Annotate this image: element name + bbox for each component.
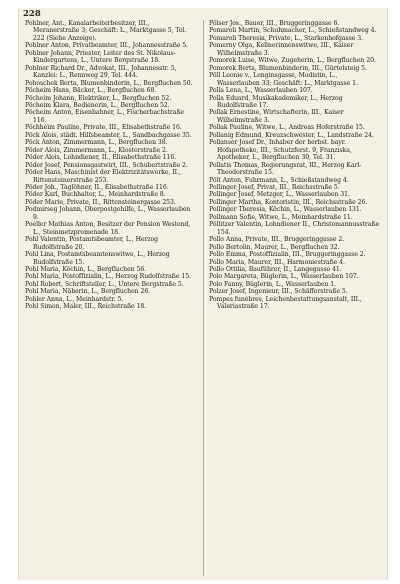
directory-entry: Pohlner Johann, Priester, Leiter des St. Nikolaus-Kindergartens, L., Untere Bergstraße 18.: [25, 49, 176, 65]
directory-entry: Pohlner Richard Dr., Advokat, III., Johannesstr. 5, Kanzlei: L., Rennweg 29, Tel. 444.: [25, 64, 177, 80]
directory-entry: Pomaroli Theresia, Private, L., Starkenhofgasse 3.: [209, 34, 363, 42]
column-divider: [203, 20, 204, 576]
directory-entry: Pöll Leonie v., Lenginsgasse, Modistin, L., Wasserlauben 33; Geschäft: L., Marktgasse 1.: [209, 72, 358, 87]
directory-entry: Pöcheim Anton, Eisenbahner, L., Fischerbachstraße 116.: [25, 109, 185, 124]
directory-entry: Pöder Marie, Private, II., Rittensteinergasse 253.: [25, 198, 176, 206]
directory-entry: Pomorek Luise, Witwe, Zugeherin, L., Bergfluchen 20.: [209, 57, 376, 65]
directory-entry: Pohlner Anton, Privatbeamter, III., Johannesstraße 5.: [25, 42, 189, 50]
directory-entry: Pohl Maria, Köchin, L., Bergfluchen 56.: [25, 265, 147, 273]
right-column: [209, 20, 381, 311]
directory-entry: Pöder Hans, Maschinist der Elektrizitätswerke, II., Rittensteinerstraße 253.: [25, 169, 181, 184]
directory-entry: Polzer Josef, Ingenieur, III., Schäfferstraße 5.: [209, 288, 348, 296]
directory-entry: Pollanig Edmund, Kreuzschwester, L., Landstraße 24.: [209, 131, 374, 139]
directory-entry: Pollinger Josef, Metzger, L., Wasserlauben 31.: [209, 191, 350, 199]
directory-entry: Pohl Robert, Schriftsteller, L., Untere Bergstraße 5.: [25, 280, 184, 288]
page-number: 228: [23, 9, 41, 19]
directory-entry: Pöchheim Pauline, Private, III., Elisabethstraße 16.: [25, 124, 182, 132]
directory-page: [18, 8, 388, 580]
directory-entry: Podmirseg Johann, Oberpostgehilfe, L., Wasserlauben 9.: [25, 206, 191, 221]
directory-entry: Polla Eduard, Musikakademiker, L., Herzog Rudolfstraße 17.: [209, 94, 343, 109]
directory-entry: Pollak Pauline, Witwe, L., Andreas Hoferstraße 15.: [209, 124, 365, 132]
directory-entry: Pöder Alois, Lohndiener, II., Elisabethstraße 116.: [25, 154, 177, 162]
directory-entry: Pöcheim Hans, Bäcker, L., Bergfluchen 68.: [25, 87, 157, 95]
directory-entry: Pohlner, Ant., Kanalarbeiterbesitzer, III., Meranerstraße 3; Geschäft: L., Marktgasse 5, Tel. 222 (Siehe Anzeige).: [25, 20, 187, 42]
directory-entry: Pollinger Josef, Privat, III., Reichsstraße 5.: [209, 183, 340, 191]
directory-entry: Pohler Anna, L., Meinhardstr. 5.: [25, 295, 124, 303]
directory-entry: Pollinger Theresia, Köchin, L., Wasserlauben 131.: [209, 206, 362, 214]
directory-entry: Pöder Karl, Buchhalter, L., Meinhardstraße 8.: [25, 191, 166, 199]
directory-entry: Pomorek Berta, Blumenbinderin, III., Gürtelsteig 5.: [209, 64, 367, 72]
directory-entry: Pomaroli Martin, Schuhmacher, L., Schießstandweg 4.: [209, 27, 377, 35]
directory-entry: Polo Margareta, Büglerin, L., Wasserlauben 107.: [209, 273, 359, 281]
directory-entry: Pompes funèbres, Leichenbestattungsanstalt, III., Valeriastraße 17.: [209, 295, 362, 311]
directory-entry: Poeller Mathias Anton, Besitzer der Pension Westend, L., Steinmetzpromenade 18.: [25, 221, 191, 236]
directory-entry: Pöder Alois, Zimmermann, L., Klosterstraße 2.: [25, 146, 168, 154]
directory-entry: Pohl Maria, Postoffizialin, L., Herzog Rudolfstraße 15.: [25, 273, 191, 281]
directory-entry: Pohl Simon, Maler, III., Reichstraße 18.: [25, 303, 147, 311]
directory-entry: Pollanser Josef Dr., Inhaber der herbst. bayr. Hofapotheke, III., Schutzferst. 9, Franziska, Apotheker, L., Bergfluchen 30, Tel. 31.: [209, 139, 352, 162]
directory-entry: Pohl Maria, Näherin, L., Bergfluchen 26.: [25, 288, 151, 296]
directory-entry: Pollo Emma, Postoffizialin, III., Bruggeringgasse 2.: [209, 251, 366, 259]
directory-entry: Pollinger Martha, Kontoristin, III., Reichsstraße 26.: [209, 198, 368, 206]
left-column: [25, 20, 197, 311]
directory-entry: Pollo Ottilia, Bauführer, II., Langegasse 41.: [209, 265, 342, 273]
directory-entry: Pollak Ernestine, Wirtschafterin, III., Kaiser Wilhelmstraße 3.: [209, 109, 344, 124]
directory-entry: Pöcheim Klara, Bedienerin, L., Bergfluchen 52.: [25, 101, 170, 109]
directory-entry: Pohl Lina, Postamtsbeamtenswitwe, L., Herzog Rudolfstraße 15.: [25, 251, 170, 266]
directory-entry: Pollo Bertolin, Maurer, L., Bergfluchen 32.: [209, 243, 340, 251]
directory-entry: Pohoschek Berta, Blumenbinderin, L., Bergfluchen 50.: [25, 79, 193, 87]
directory-entry: Pöcheim Johann, Elektriker, L., Bergfluchen 52.: [25, 94, 172, 102]
directory-entry: Pollatis Thomas, Regierungsrat, III., Herzog Karl-Theodorstraße 15.: [209, 161, 362, 177]
directory-entry: Pöck Alois, städt. Hilfsbeamter, L., Sandbachgasse 35.: [25, 131, 192, 139]
directory-entry: Pöder Josef, Pensionsgastwirt, III., Schubertstraße 2.: [25, 161, 188, 169]
directory-entry: Polla Lena, L., Wasserlauben 107.: [209, 87, 313, 95]
directory-entry: Pollo Maria, Maurer, III., Harmoniestraße 4.: [209, 258, 345, 266]
directory-entry: Pölt Anton, Fuhrmann, L., Schießstandweg 4.: [209, 176, 349, 184]
directory-entry: Pollo Anna, Private, III., Bruggeringgasse 2.: [209, 236, 345, 244]
directory-entry: Pöck Anton, Zimmermann, L., Bergfluchen 38.: [25, 139, 168, 147]
directory-entry: Pöder Joh., Taglöhner, II., Elisabethstraße 116.: [25, 183, 169, 191]
directory-entry: Pöllitzer Valentin, Lohndiener II., Christomannusstraße 154.: [209, 221, 380, 236]
directory-entry: Polo Fanny, Büglerin, L., Wasserlauben 1.: [209, 280, 337, 288]
directory-entry: Pollmann Sofie, Witwe, L., Meinhardstraße 11.: [209, 213, 353, 221]
directory-entry: Pölser Jos., Bauer, III., Bruggeringgasse 6.: [209, 20, 340, 27]
directory-entry: Pohl Valentin, Postamtsbeamter, L., Herzog Rudolfstraße 20.: [25, 236, 159, 251]
directory-entry: Pomerny Olga, Kellnerinnenswitwe, III., Kaiser Wilhelmstraße 3.: [209, 42, 354, 57]
